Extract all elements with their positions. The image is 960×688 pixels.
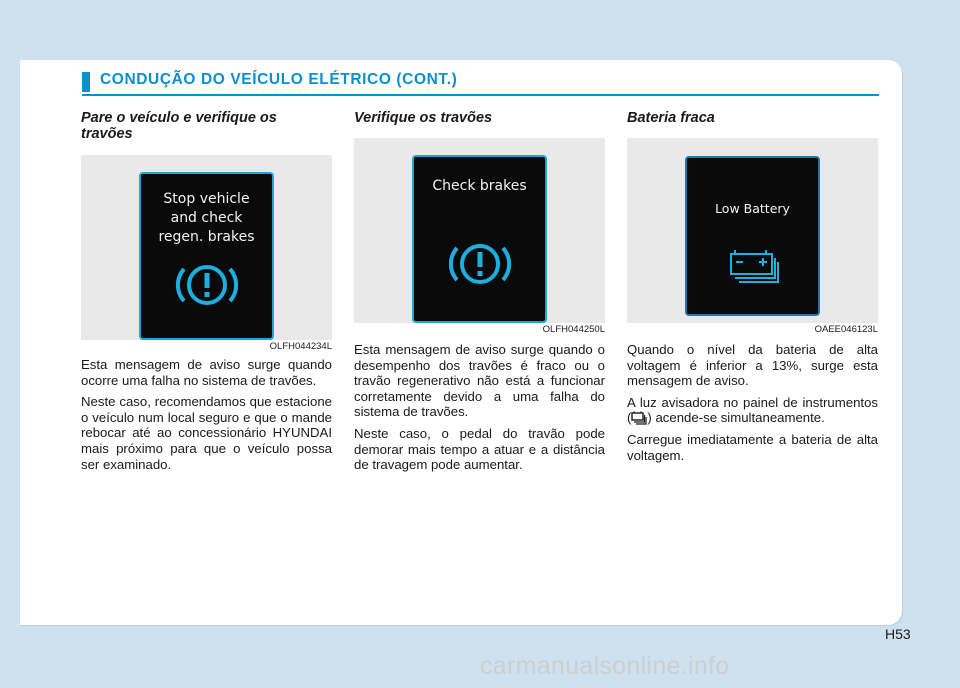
header-rule xyxy=(82,94,879,96)
column-check-brakes xyxy=(354,110,605,473)
warning-image-panel xyxy=(627,138,878,323)
heading-low-battery: Bateria fraca xyxy=(627,110,715,126)
paragraph: Neste caso, o pedal do travão pode demorar mais tempo a atuar e a distância de travagem pode aumentar. xyxy=(354,425,605,473)
header-accent-bar xyxy=(82,72,90,92)
page-number: H53 xyxy=(885,626,911,642)
battery-warning-light-icon xyxy=(631,410,647,425)
paragraph: Neste caso, recomendamos que estacione o veículo num local seguro e que o mande rebocar até ao concessionário HYUNDAI mais próximo para que o veículo possa ser examinado. xyxy=(81,394,332,472)
body-text xyxy=(627,342,878,469)
cluster-display xyxy=(685,156,820,316)
heading-check-brakes: Verifique os travões xyxy=(354,110,493,126)
battery-icon xyxy=(728,250,780,286)
display-message: Check brakes xyxy=(432,178,527,194)
warning-image-panel xyxy=(354,138,605,323)
body-text xyxy=(81,357,332,478)
cluster-display xyxy=(412,155,547,323)
body-text xyxy=(354,342,605,479)
image-code: OAEE046123L xyxy=(814,324,878,335)
display-message: Low Battery xyxy=(715,201,790,216)
paragraph-warning-light xyxy=(627,395,878,426)
cluster-display xyxy=(139,172,274,340)
paragraph: Esta mensagem de aviso surge quando ocorre uma falha no sistema de travões. xyxy=(81,357,332,388)
text-after-icon: ) acende-se simultaneamente. xyxy=(647,410,825,426)
image-code: OLFH044250L xyxy=(542,324,605,335)
column-low-battery xyxy=(627,110,878,463)
watermark: carmanualsonline.info xyxy=(480,652,730,680)
image-code: OLFH044234L xyxy=(269,341,332,352)
column-stop-vehicle xyxy=(81,110,332,472)
section-title: CONDUÇÃO DO VEÍCULO ELÉTRICO (CONT.) xyxy=(100,71,458,88)
display-message: Stop vehicle and check regen. brakes xyxy=(158,191,255,245)
paragraph: Carregue imediatamente a bateria de alta voltagem. xyxy=(627,431,878,463)
warning-image-panel xyxy=(81,155,332,340)
brake-warning-icon xyxy=(172,260,242,310)
paragraph: Esta mensagem de aviso surge quando o desempenho dos travões é fraco ou o travão regenerativo não está a funcionar corretamente devido a uma falha do sistema de travões. xyxy=(354,342,605,420)
heading-stop-vehicle: Pare o veículo e verifique os travões xyxy=(81,110,277,142)
paragraph: Quando o nível da bateria de alta voltagem é inferior a 13%, surge esta mensagem de aviso. xyxy=(627,342,878,389)
text-before-icon: A luz avisadora no painel de instrumentos ( xyxy=(627,394,878,426)
brake-warning-icon xyxy=(445,239,515,289)
